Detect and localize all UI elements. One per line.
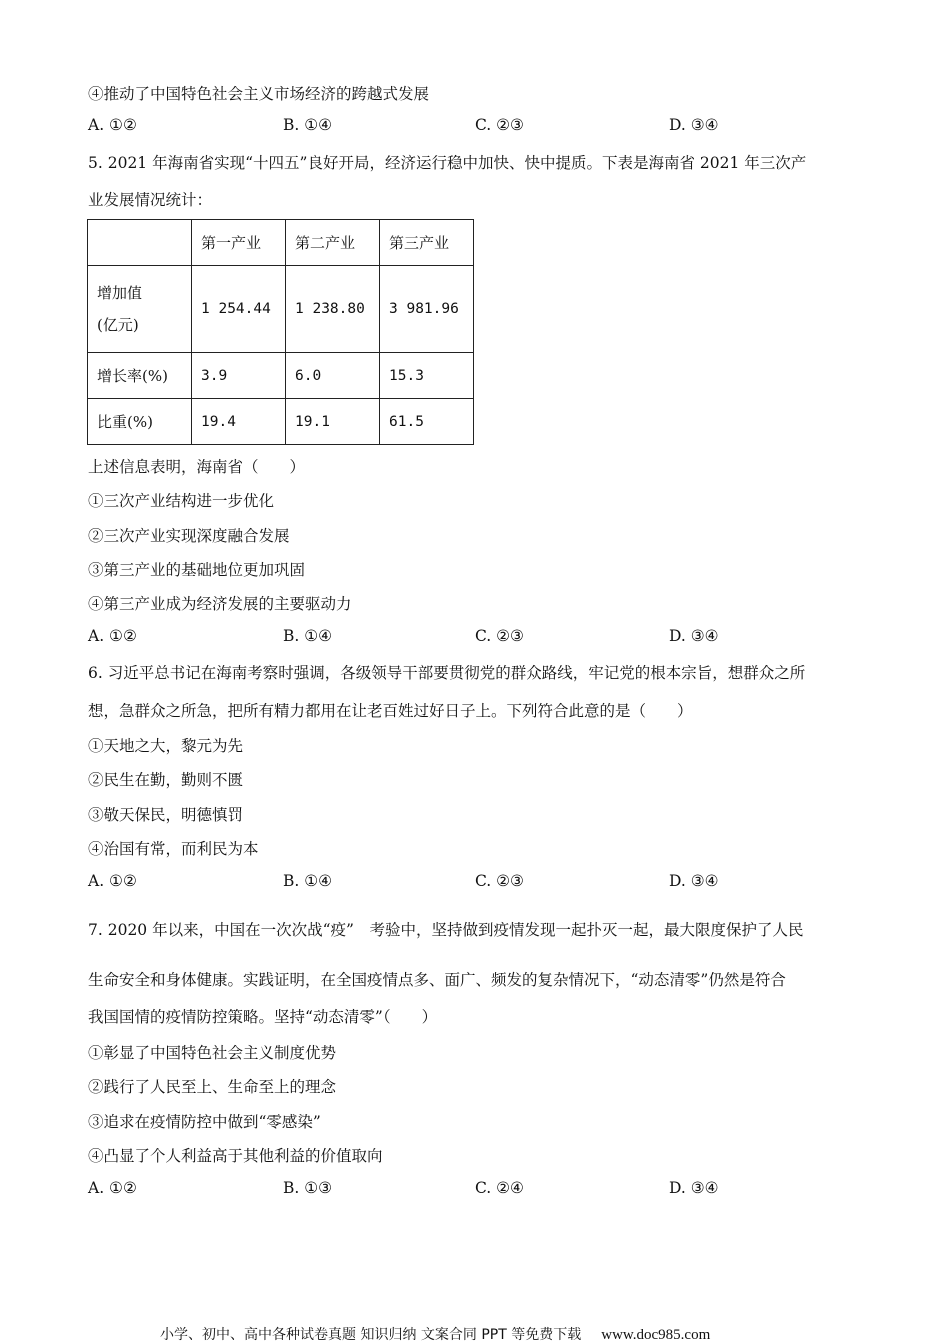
q7-option-a: A. ①②: [88, 1179, 137, 1197]
row-label-line-2: (亿元): [97, 316, 139, 334]
q7-options: [88, 1179, 868, 1201]
q6-statement-4: ④治国有常，而利民为本: [88, 840, 259, 858]
table-cell: 1 254.44: [192, 266, 286, 353]
q7-stem-line-1: 7. 2020 年以来，中国在一次次战“疫” 考验中，坚持做到疫情发现一起扑灭一起，最大限度保护了人民: [88, 921, 804, 939]
q7-stem-line-2: 生命安全和身体健康。实践证明，在全国疫情点多、面广、频发的复杂情况下，“动态清零”仍然是符合: [88, 971, 786, 989]
q6-option-b: B. ①④: [283, 872, 333, 890]
q6-option-a: A. ①②: [88, 872, 137, 890]
q5-statement-1: ①三次产业结构进一步优化: [88, 492, 275, 510]
q4-option-b: B. ①④: [283, 116, 333, 134]
row-label: 比重(%): [88, 399, 192, 445]
q7-statement-2: ②践行了人民至上、生命至上的理念: [88, 1078, 337, 1096]
table-cell: 19.4: [192, 399, 286, 445]
page-footer: [160, 1324, 710, 1344]
table-cell: 3.9: [192, 353, 286, 399]
q6-options: [88, 872, 868, 894]
q5-statement-2: ②三次产业实现深度融合发展: [88, 527, 290, 545]
footer-text: 小学、初中、高中各种试卷真题 知识归纳 文案合同 PPT 等免费下载: [160, 1327, 582, 1343]
table-row-value-added: [88, 266, 474, 353]
table-cell: 1 238.80: [286, 266, 380, 353]
q7-statement-1: ①彰显了中国特色社会主义制度优势: [88, 1044, 337, 1062]
q6-stem-line-1: 6. 习近平总书记在海南考察时强调，各级领导干部要贯彻党的群众路线，牢记党的根本宗旨，想群众之所: [88, 664, 806, 682]
q5-option-b: B. ①④: [283, 627, 333, 645]
table-cell: 61.5: [380, 399, 474, 445]
q5-option-a: A. ①②: [88, 627, 137, 645]
header-tertiary-industry: 第三产业: [380, 220, 474, 266]
q5-stem-line-2: 业发展情况统计：: [88, 191, 213, 209]
q5-question: 上述信息表明，海南省（ ）: [88, 458, 306, 476]
q5-stem-line-1: 5. 2021 年海南省实现“十四五”良好开局，经济运行稳中加快、快中提质。下表是海南省 2021 年三次产: [88, 154, 807, 172]
footer-url[interactable]: www.doc985.com: [601, 1327, 711, 1343]
header-primary-industry: 第一产业: [192, 220, 286, 266]
q6-statement-2: ②民生在勤，勤则不匮: [88, 771, 244, 789]
q4-options: [88, 116, 868, 138]
q6-option-d: D. ③④: [669, 872, 719, 890]
table-cell: 19.1: [286, 399, 380, 445]
q6-statement-3: ③敬天保民，明德慎罚: [88, 806, 244, 824]
q5-option-d: D. ③④: [669, 627, 719, 645]
q7-statement-3: ③追求在疫情防控中做到“零感染”: [88, 1113, 321, 1131]
table-row-growth-rate: [88, 353, 474, 399]
table-row-share: [88, 399, 474, 445]
industry-stats-table: [87, 219, 474, 445]
q7-option-d: D. ③④: [669, 1179, 719, 1197]
table-header-row: [88, 220, 474, 266]
q7-stem-line-3: 我国国情的疫情防控策略。坚持“动态清零”（ ）: [88, 1008, 438, 1026]
row-label-line-1: 增加值: [97, 284, 143, 302]
q4-option-c: C. ②③: [475, 116, 524, 134]
table-cell: 3 981.96: [380, 266, 474, 353]
q5-option-c: C. ②③: [475, 627, 524, 645]
q5-statement-4: ④第三产业成为经济发展的主要驱动力: [88, 595, 352, 613]
q5-statement-3: ③第三产业的基础地位更加巩固: [88, 561, 306, 579]
q4-option-d: D. ③④: [669, 116, 719, 134]
table-cell: 6.0: [286, 353, 380, 399]
table-corner-cell: [88, 220, 192, 266]
q6-statement-1: ①天地之大，黎元为先: [88, 737, 244, 755]
table-cell: 15.3: [380, 353, 474, 399]
header-secondary-industry: 第二产业: [286, 220, 380, 266]
q4-option-a: A. ①②: [88, 116, 137, 134]
q6-stem-line-2: 想，急群众之所急，把所有精力都用在让老百姓过好日子上。下列符合此意的是（ ）: [88, 702, 693, 720]
q6-option-c: C. ②③: [475, 872, 524, 890]
q7-option-b: B. ①③: [283, 1179, 333, 1197]
q4-statement-4: ④推动了中国特色社会主义市场经济的跨越式发展: [88, 85, 430, 103]
q5-options: [88, 627, 868, 649]
row-label: [88, 266, 192, 353]
q7-option-c: C. ②④: [475, 1179, 524, 1197]
row-label: 增长率(%): [88, 353, 192, 399]
q7-statement-4: ④凸显了个人利益高于其他利益的价值取向: [88, 1147, 383, 1165]
